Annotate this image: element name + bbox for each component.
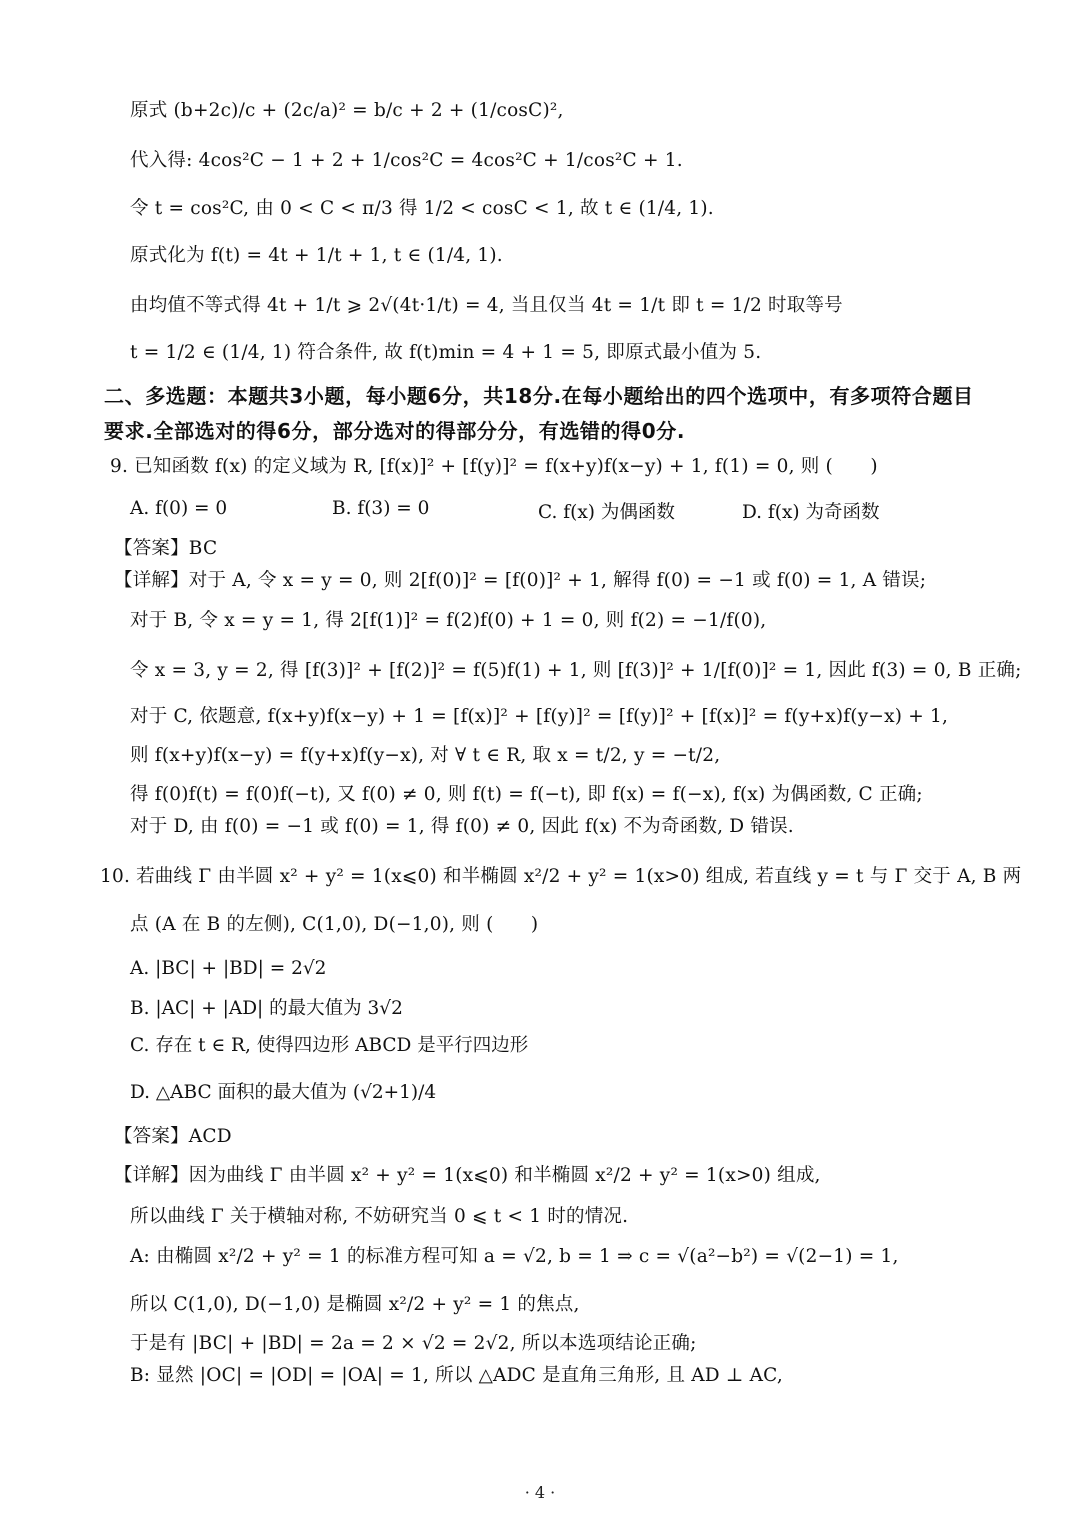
section-heading: 二、多选题：本题共3小题，每小题6分，共18分.在每小题给出的四个选项中，有多项符合题目 <box>104 384 974 408</box>
q10-option-a: A. |BC| + |BD| = 2√2 <box>130 958 327 979</box>
section-heading: 要求.全部选对的得6分，部分选对的得部分分，有选错的得0分. <box>104 419 686 443</box>
solution-line: 原式 (b+2c)/c + (2c/a)² = b/c + 2 + (1/cosC)², <box>130 100 564 121</box>
q10-option-d: D. △ABC 面积的最大值为 (√2+1)/4 <box>130 1082 437 1103</box>
solution-line: 令 t = cos²C, 由 0 < C < π/3 得 1/2 < cosC < 1, 故 t ∈ (1/4, 1). <box>130 198 714 219</box>
question-10-stem: 点 (A 在 B 的左侧), C(1,0), D(−1,0), 则 ( ) <box>130 914 539 935</box>
q9-detail-line: 则 f(x+y)f(x−y) = f(y+x)f(y−x), 对 ∀ t ∈ R, 取 x = t/2, y = −t/2, <box>130 745 721 766</box>
question-9-stem: 9. 已知函数 f(x) 的定义域为 R, [f(x)]² + [f(y)]² = f(x+y)f(x−y) + 1, f(1) = 0, 则 ( ) <box>110 456 878 477</box>
solution-line: t = 1/2 ∈ (1/4, 1) 符合条件, 故 f(t)min = 4 + 1 = 5, 即原式最小值为 5. <box>130 342 762 363</box>
q10-detail-line: 所以曲线 Γ 关于横轴对称, 不妨研究当 0 ⩽ t < 1 时的情况. <box>130 1206 629 1227</box>
solution-line: 原式化为 f(t) = 4t + 1/t + 1, t ∈ (1/4, 1). <box>130 245 503 266</box>
solution-line: 由均值不等式得 4t + 1/t ⩾ 2√(4t·1/t) = 4, 当且仅当 4t = 1/t 即 t = 1/2 时取等号 <box>130 295 843 316</box>
q10-detail-line: 所以 C(1,0), D(−1,0) 是椭圆 x²/2 + y² = 1 的焦点, <box>130 1294 580 1315</box>
q9-option-b: B. f(3) = 0 <box>332 498 430 519</box>
q10-option-c: C. 存在 t ∈ R, 使得四边形 ABCD 是平行四边形 <box>130 1035 529 1056</box>
q9-option-a: A. f(0) = 0 <box>130 498 228 519</box>
q9-detail-line: 对于 C, 依题意, f(x+y)f(x−y) + 1 = [f(x)]² + [f(y)]² = [f(y)]² + [f(x)]² = f(y+x)f(y−x) + 1, <box>130 706 949 727</box>
q9-option-d: D. f(x) 为奇函数 <box>742 502 880 523</box>
page-number: · 4 · <box>524 1483 556 1502</box>
q9-option-c: C. f(x) 为偶函数 <box>538 502 675 523</box>
solution-line: 代入得: 4cos²C − 1 + 2 + 1/cos²C = 4cos²C + 1/cos²C + 1. <box>130 150 683 171</box>
q9-detail-line: 令 x = 3, y = 2, 得 [f(3)]² + [f(2)]² = f(5)f(1) + 1, 则 [f(3)]² + 1/[f(0)]² = 1, 因此 f(3) = 0, B 正确; <box>130 660 1022 681</box>
q9-detail-line: 对于 B, 令 x = y = 1, 得 2[f(1)]² = f(2)f(0) + 1 = 0, 则 f(2) = −1/f(0), <box>130 610 767 631</box>
q10-option-b: B. |AC| + |AD| 的最大值为 3√2 <box>130 998 403 1019</box>
q10-detail-line: 【详解】因为曲线 Γ 由半圆 x² + y² = 1(x⩽0) 和半椭圆 x²/2 + y² = 1(x>0) 组成, <box>114 1165 821 1186</box>
question-10-stem: 10. 若曲线 Γ 由半圆 x² + y² = 1(x⩽0) 和半椭圆 x²/2 + y² = 1(x>0) 组成, 若直线 y = t 与 Γ 交于 A, B 两 <box>100 866 1022 887</box>
q10-detail-line: 于是有 |BC| + |BD| = 2a = 2 × √2 = 2√2, 所以本选项结论正确; <box>130 1333 697 1354</box>
q10-detail-line: A: 由椭圆 x²/2 + y² = 1 的标准方程可知 a = √2, b = 1 ⇒ c = √(a²−b²) = √(2−1) = 1, <box>130 1246 899 1267</box>
q9-detail-line: 对于 D, 由 f(0) = −1 或 f(0) = 1, 得 f(0) ≠ 0, 因此 f(x) 不为奇函数, D 错误. <box>130 816 794 837</box>
q9-answer: 【答案】BC <box>114 538 218 559</box>
q10-answer: 【答案】ACD <box>114 1126 232 1147</box>
q9-detail-line: 【详解】对于 A, 令 x = y = 0, 则 2[f(0)]² = [f(0)]² + 1, 解得 f(0) = −1 或 f(0) = 1, A 错误; <box>114 570 927 591</box>
q9-detail-line: 得 f(0)f(t) = f(0)f(−t), 又 f(0) ≠ 0, 则 f(t) = f(−t), 即 f(x) = f(−x), f(x) 为偶函数, C 正确; <box>130 784 923 805</box>
q10-detail-line: B: 显然 |OC| = |OD| = |OA| = 1, 所以 △ADC 是直角三角形, 且 AD ⊥ AC, <box>130 1365 783 1386</box>
